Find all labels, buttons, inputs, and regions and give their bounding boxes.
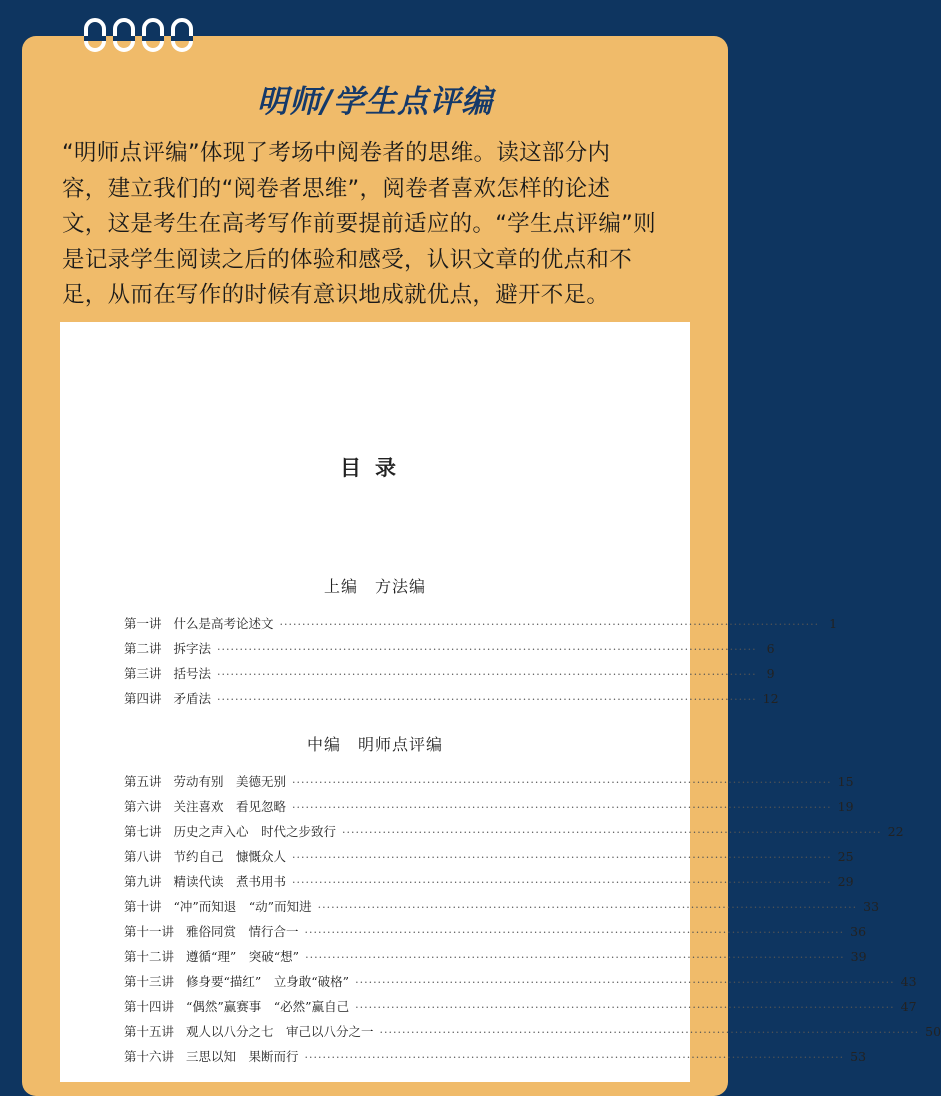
toc-leader-dots: ························································································································: [304, 1051, 845, 1064]
toc-entry-name: 遵循“理” 突破“想”: [186, 949, 300, 964]
toc-title: 目录: [340, 455, 410, 480]
toc-leader-dots: ························································································································: [292, 851, 832, 864]
toc-entry-name: “偶然”赢赛事 “必然”赢自己: [186, 999, 350, 1014]
toc-leader-dots: ························································································································: [355, 1001, 895, 1014]
toc-entry-page: 47: [900, 999, 917, 1014]
toc-entry-name: 劳动有别 美德无别: [173, 774, 287, 789]
toc-entry-number: 第一讲: [124, 616, 162, 631]
toc-list-upper: [124, 614, 838, 714]
toc-entry-page: 12: [762, 691, 779, 706]
toc-leader-dots: ························································································································: [292, 801, 832, 814]
toc-entry-page: 9: [766, 666, 775, 681]
toc-entry-page: 43: [900, 974, 917, 989]
toc-leader-dots: ························································································································: [217, 643, 757, 656]
toc-entry-number: 第二讲: [124, 641, 162, 656]
toc-entry: [124, 872, 854, 897]
toc-leader-dots: ························································································································: [304, 926, 845, 939]
toc-entry: [124, 997, 917, 1022]
toc-entry: [124, 664, 775, 689]
toc-leader-dots: ························································································································: [279, 618, 820, 631]
toc-entry-name: 观人以八分之七 审己以八分之一: [186, 1024, 374, 1039]
toc-entry-page: 36: [850, 924, 867, 939]
toc-entry: [124, 614, 838, 639]
toc-entry-number: 第六讲: [124, 799, 162, 814]
toc-leader-dots: ························································································································: [342, 826, 882, 839]
toc-leader-dots: ························································································································: [305, 951, 845, 964]
binder-ring-icon: [84, 18, 106, 52]
toc-entry-name: 雅俗同赏 情行合一: [186, 924, 299, 939]
toc-entry: [124, 1022, 941, 1047]
section-title-upper: 上编 方法编: [323, 577, 426, 596]
toc-entry-page: 1: [829, 616, 838, 631]
toc-leader-dots: ························································································································: [355, 976, 895, 989]
toc-entry-name: 括号法: [173, 666, 212, 681]
toc-entry-name: 三思以知 果断而行: [186, 1049, 299, 1064]
toc-entry: [124, 689, 779, 714]
toc-entry-page: 50: [925, 1024, 941, 1039]
binder-rings: [84, 18, 193, 52]
toc-entry-name: 什么是高考论述文: [173, 616, 274, 631]
toc-leader-dots: ························································································································: [217, 668, 757, 681]
toc-entry-number: 第十六讲: [124, 1049, 175, 1064]
toc-entry: [124, 639, 775, 664]
toc-entry-page: 33: [863, 899, 880, 914]
toc-entry-number: 第九讲: [124, 874, 162, 889]
toc-entry-number: 第八讲: [124, 849, 162, 864]
toc-entry-number: 第四讲: [124, 691, 162, 706]
toc-entry-name: 关注喜欢 看见忽略: [173, 799, 287, 814]
toc-entry-number: 第十三讲: [124, 974, 175, 989]
toc-entry-name: “冲”而知退 “动”而知进: [173, 899, 312, 914]
toc-entry: [124, 822, 904, 847]
toc-entry: [124, 797, 854, 822]
toc-leader-dots: ························································································································: [292, 776, 832, 789]
toc-entry-name: 修身要“描红” 立身敢“破格”: [186, 974, 350, 989]
binder-ring-icon: [171, 18, 193, 52]
toc-entry: [124, 922, 867, 947]
toc-leader-dots: ························································································································: [292, 876, 832, 889]
toc-entry-number: 第十五讲: [124, 1024, 175, 1039]
toc-entry: [124, 972, 917, 997]
toc-entry-number: 第七讲: [124, 824, 162, 839]
toc-entry-number: 第十一讲: [124, 924, 175, 939]
toc-entry: [124, 847, 854, 872]
intro-line: 容，建立我们的“阅卷者思维”，阅卷者喜欢怎样的论述: [62, 175, 611, 202]
toc-entry-name: 历史之声入心 时代之步致行: [173, 824, 337, 839]
toc-entry-name: 矛盾法: [173, 691, 212, 706]
toc-leader-dots: ························································································································: [317, 901, 858, 914]
toc-entry-page: 39: [850, 949, 867, 964]
toc-entry: [124, 897, 880, 922]
toc-leader-dots: ························································································································: [217, 693, 757, 706]
toc-entry-name: 精读代读 煮书用书: [173, 874, 287, 889]
toc-entry-name: 拆字法: [173, 641, 212, 656]
toc-entry-page: 25: [837, 849, 854, 864]
toc-entry-page: 15: [837, 774, 854, 789]
toc-page-image: [60, 322, 941, 1082]
toc-entry-number: 第五讲: [124, 774, 162, 789]
toc-list-middle: [124, 772, 941, 1072]
banner-title: 明师/学生点评编: [256, 84, 494, 120]
intro-line: 文，这是考生在高考写作前要提前适应的。“学生点评编”则: [62, 211, 656, 237]
intro-line: 是记录学生阅读之后的体验和感受，认识文章的优点和不: [62, 246, 633, 273]
toc-entry-number: 第十二讲: [124, 949, 175, 964]
toc-entry-number: 第十四讲: [124, 999, 175, 1014]
toc-entry: [124, 772, 854, 797]
toc-entry-page: 19: [837, 799, 854, 814]
toc-leader-dots: ························································································································: [379, 1026, 920, 1039]
toc-entry-page: 22: [887, 824, 904, 839]
toc-entry-number: 第三讲: [124, 666, 162, 681]
toc-entry-number: 第十讲: [124, 899, 162, 914]
binder-ring-icon: [142, 18, 164, 52]
toc-entry-page: 53: [850, 1049, 867, 1064]
binder-ring-icon: [113, 18, 135, 52]
intro-paragraph: [62, 136, 694, 314]
toc-entry: [124, 947, 867, 972]
intro-line: “明师点评编”体现了考场中阅卷者的思维。读这部分内: [62, 140, 611, 166]
toc-entry: [124, 1047, 867, 1072]
toc-entry-page: 6: [766, 641, 775, 656]
toc-entry-name: 节约自己 慷慨众人: [173, 849, 287, 864]
toc-entry-page: 29: [837, 874, 854, 889]
intro-line: 足，从而在写作的时候有意识地成就优点，避开不足。: [62, 282, 610, 308]
section-title-middle: 中编 明师点评编: [306, 735, 443, 754]
